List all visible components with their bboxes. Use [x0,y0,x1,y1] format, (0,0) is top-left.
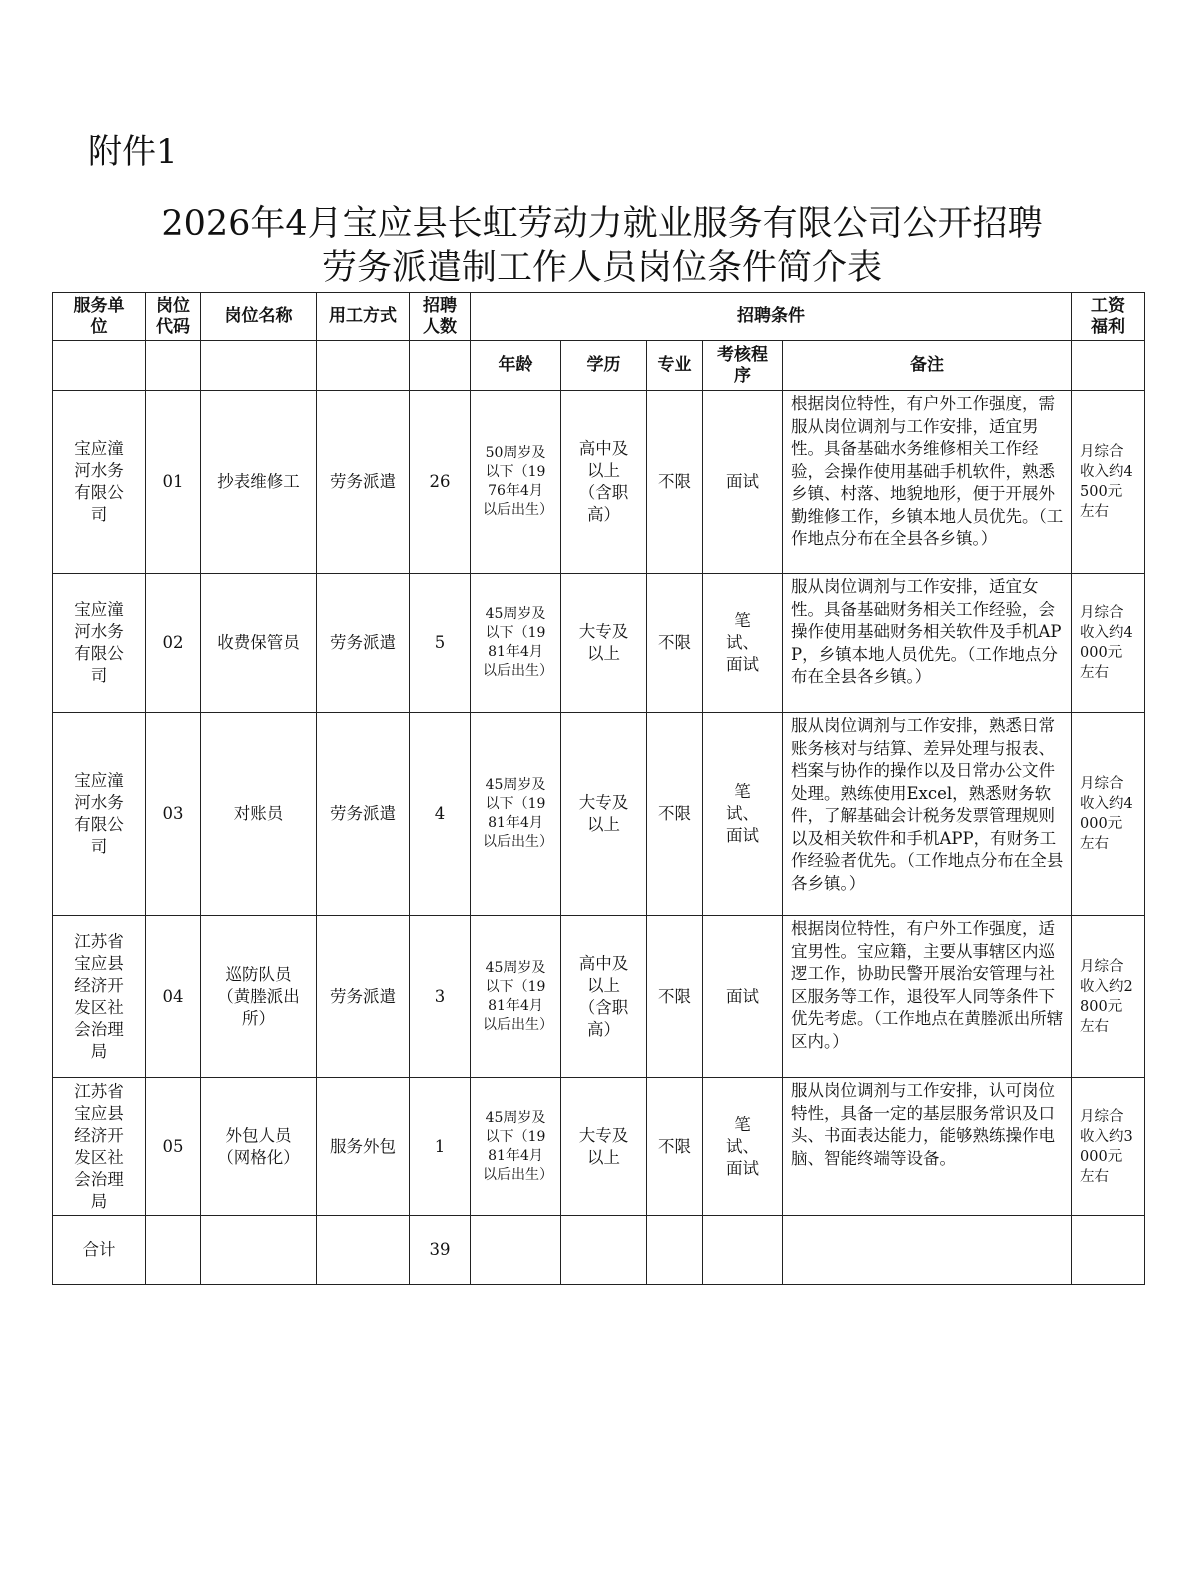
blank-cell [703,1216,783,1285]
education-cell: 大专及以上 [561,574,647,713]
blank-cell [53,341,146,391]
unit-cell: 江苏省宝应县经济开发区社会治理局 [53,1078,146,1216]
major-cell: 不限 [647,713,703,916]
table-row [53,391,1145,574]
assessment-cell: 面试 [703,916,783,1078]
code-cell: 05 [146,1078,201,1216]
blank-cell [201,341,317,391]
unit-cell: 宝应潼河水务有限公司 [53,574,146,713]
header-name: 岗位名称 [201,293,317,341]
age-cell: 45周岁及以下（1981年4月以后出生） [471,574,561,713]
mode-cell: 劳务派遣 [317,574,410,713]
mode-cell: 劳务派遣 [317,713,410,916]
age-cell: 45周岁及以下（1981年4月以后出生） [471,1078,561,1216]
position-name-cell: 对账员 [201,713,317,916]
blank-cell [146,1216,201,1285]
total-count: 39 [410,1216,471,1285]
code-cell: 04 [146,916,201,1078]
blank-cell [471,1216,561,1285]
unit-cell: 江苏省宝应县经济开发区社会治理局 [53,916,146,1078]
count-cell: 3 [410,916,471,1078]
education-cell: 大专及以上 [561,1078,647,1216]
pay-cell: 月综合收入约4000元左右 [1072,713,1145,916]
table-row [53,1078,1145,1216]
blank-cell [317,341,410,391]
assessment-cell: 面试 [703,391,783,574]
age-cell: 50周岁及以下（1976年4月以后出生） [471,391,561,574]
header-pay: 工资福利 [1072,293,1145,341]
header-conditions: 招聘条件 [471,293,1072,341]
blank-cell [783,1216,1072,1285]
header-major: 专业 [647,341,703,391]
header-assessment: 考核程序 [703,341,783,391]
blank-cell [1072,1216,1145,1285]
blank-cell [647,1216,703,1285]
attachment-label: 附件1 [88,132,178,172]
header-count: 招聘人数 [410,293,471,341]
age-cell: 45周岁及以下（1981年4月以后出生） [471,916,561,1078]
major-cell: 不限 [647,391,703,574]
count-cell: 4 [410,713,471,916]
pay-cell: 月综合收入约4000元左右 [1072,574,1145,713]
code-cell: 03 [146,713,201,916]
education-cell: 高中及以上（含职高） [561,916,647,1078]
remarks-cell: 根据岗位特性，有户外工作强度，适宜男性。宝应籍，主要从事辖区内巡逻工作，协助民警开展治安管理与社区服务等工作，退役军人同等条件下优先考虑。（工作地点在黄塍派出所辖区内。） [783,916,1072,1078]
code-cell: 01 [146,391,201,574]
total-label: 合计 [53,1216,146,1285]
unit-cell: 宝应潼河水务有限公司 [53,391,146,574]
blank-cell [1072,341,1145,391]
position-name-cell: 收费保管员 [201,574,317,713]
code-cell: 02 [146,574,201,713]
blank-cell [410,341,471,391]
blank-cell [317,1216,410,1285]
remarks-cell: 服从岗位调剂与工作安排，熟悉日常账务核对与结算、差异处理与报表、档案与协作的操作以及日常办公文件处理。熟练使用Excel，熟悉财务软件，了解基础会计税务发票管理规则以及相关软件和手机APP，有财务工作经验者优先。（工作地点分布在全县各乡镇。） [783,713,1072,916]
education-cell: 高中及以上（含职高） [561,391,647,574]
mode-cell: 劳务派遣 [317,391,410,574]
position-name-cell: 外包人员（网格化） [201,1078,317,1216]
table-row [53,713,1145,916]
pay-cell: 月综合收入约4500元左右 [1072,391,1145,574]
assessment-cell: 笔试、面试 [703,1078,783,1216]
blank-cell [561,1216,647,1285]
page-title-line2: 劳务派遣制工作人员岗位条件简介表 [321,248,882,288]
remarks-cell: 根据岗位特性，有户外工作强度，需服从岗位调剂与工作安排，适宜男性。具备基础水务维修相关工作经验，会操作使用基础手机软件，熟悉乡镇、村落、地貌地形，便于开展外勤维修工作，乡镇本地人员优先。（工作地点分布在全县各乡镇。） [783,391,1072,574]
header-mode: 用工方式 [317,293,410,341]
remarks-cell: 服从岗位调剂与工作安排，认可岗位特性，具备一定的基层服务常识及口头、书面表达能力，能够熟练操作电脑、智能终端等设备。 [783,1078,1072,1216]
table-row [53,916,1145,1078]
assessment-cell: 笔试、面试 [703,574,783,713]
pay-cell: 月综合收入约3000元左右 [1072,1078,1145,1216]
blank-cell [146,341,201,391]
pay-cell: 月综合收入约2800元左右 [1072,916,1145,1078]
major-cell: 不限 [647,916,703,1078]
unit-cell: 宝应潼河水务有限公司 [53,713,146,916]
count-cell: 26 [410,391,471,574]
assessment-cell: 笔试、面试 [703,713,783,916]
positions-table [52,292,1145,1285]
major-cell: 不限 [647,574,703,713]
header-remarks: 备注 [783,341,1072,391]
mode-cell: 劳务派遣 [317,916,410,1078]
table-row [53,574,1145,713]
mode-cell: 服务外包 [317,1078,410,1216]
count-cell: 1 [410,1078,471,1216]
blank-cell [201,1216,317,1285]
major-cell: 不限 [647,1078,703,1216]
count-cell: 5 [410,574,471,713]
education-cell: 大专及以上 [561,713,647,916]
remarks-cell: 服从岗位调剂与工作安排，适宜女性。具备基础财务相关工作经验，会操作使用基础财务相关软件及手机APP，乡镇本地人员优先。（工作地点分布在全县各乡镇。） [783,574,1072,713]
page-title-line1: 2026年4月宝应县长虹劳动力就业服务有限公司公开招聘 [161,204,1043,244]
position-name-cell: 抄表维修工 [201,391,317,574]
header-unit: 服务单位 [53,293,146,341]
total-row [53,1216,1145,1285]
header-age: 年龄 [471,341,561,391]
header-education: 学历 [561,341,647,391]
age-cell: 45周岁及以下（1981年4月以后出生） [471,713,561,916]
header-code: 岗位代码 [146,293,201,341]
position-name-cell: 巡防队员（黄塍派出所） [201,916,317,1078]
